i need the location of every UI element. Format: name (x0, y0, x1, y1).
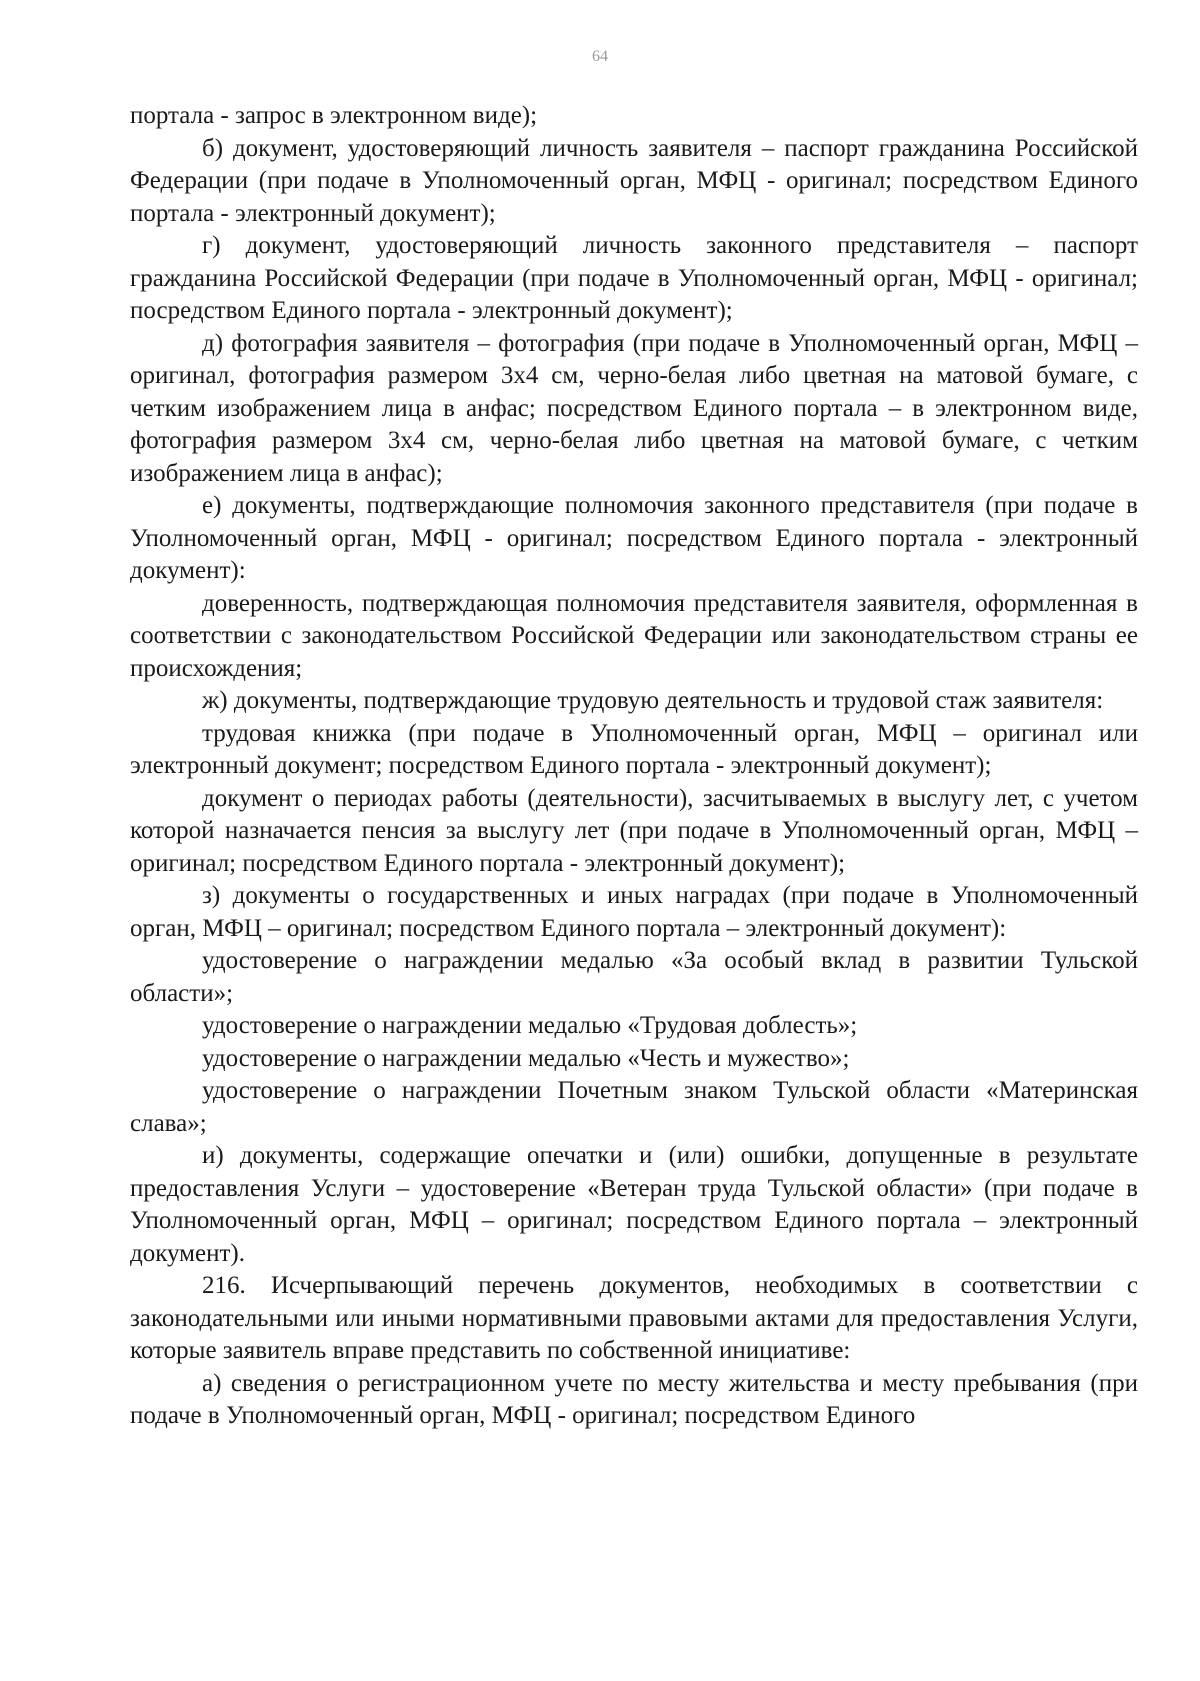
paragraph-work-book: трудовая книжка (при подаче в Уполномоченный орган, МФЦ – оригинал или электронный документ; посредством Единого портала - электронный документ); (130, 719, 1138, 779)
paragraph-award-honor-courage: удостоверение о награждении медалью «Честь и мужество»; (202, 1044, 850, 1072)
paragraph-item-b: б) документ, удостоверяющий личность заявителя – паспорт гражданина Российской Федерации (при подаче в Уполномоченный орган, МФЦ - оригинал; посредством Единого портала - электронный документ); (130, 134, 1138, 227)
paragraph-item-g: г) документ, удостоверяющий личность законного представителя – паспорт гражданина Российской Федерации (при подаче в Уполномоченный орган, МФЦ - оригинал; посредством Единого портала - электронный документ); (130, 232, 1138, 324)
paragraph-item-z: з) документы о государственных и иных наградах (при подаче в Уполномоченный орган, МФЦ – оригинал; посредством Единого портала – электронный документ): (130, 882, 1138, 942)
paragraph-award-special-contribution: удостоверение о награждении медалью «За особый вклад в развитии Тульской области»; (130, 947, 1138, 1007)
paragraph-award-labor-valor: удостоверение о награждении медалью «Трудовая доблесть»; (202, 1012, 858, 1039)
paragraph-item-i: и) документы, содержащие опечатки и (или) ошибки, допущенные в результате предоставления Услуги – удостоверение «Ветеран труда Тульской области» (при подаче в Уполномоченный орган, МФЦ – оригинал; посредством Единого портала – электронный документ). (130, 1142, 1138, 1267)
paragraph-item-a: а) сведения о регистрационном учете по месту жительства и месту пребывания (при подаче в Уполномоченный орган, МФЦ - оригинал; посредством Единого (130, 1369, 1138, 1429)
paragraph-work-periods: документ о периодах работы (деятельности), засчитываемых в выслугу лет, с учетом которой назначается пенсия за выслугу лет (при подаче в Уполномоченный орган, МФЦ – оригинал; посредством Единого портала - электронный документ); (130, 784, 1138, 877)
paragraph-item-d: д) фотография заявителя – фотография (при подаче в Уполномоченный орган, МФЦ – оригинал, фотография размером 3х4 см, черно-белая либо цветная на матовой бумаге, с четким изображением лица в анфас; посредством Единого портала – в электронном виде, фотография размером 3х4 см, черно-белая либо цветная на матовой бумаге, с четким изображением лица в анфас); (130, 329, 1138, 487)
paragraph-continuation: портала - запрос в электронном виде); (130, 102, 538, 129)
document-body (130, 100, 1138, 1433)
paragraph-item-zh: ж) документы, подтверждающие трудовую деятельность и трудовой стаж заявителя: (202, 687, 1104, 714)
paragraph-item-e: е) документы, подтверждающие полномочия законного представителя (при подаче в Уполномоченный орган, МФЦ - оригинал; посредством Единого портала - электронный документ): (130, 492, 1138, 584)
paragraph-award-mother-glory: удостоверение о награждении Почетным знаком Тульской области «Материнская слава»; (130, 1077, 1138, 1137)
paragraph-216: 216. Исчерпывающий перечень документов, необходимых в соответствии с законодательными или иными нормативными правовыми актами для предоставления Услуги, которые заявитель вправе представить по собственной инициативе: (130, 1272, 1138, 1364)
page-number: 64 (592, 48, 608, 65)
paragraph-power-of-attorney: доверенность, подтверждающая полномочия представителя заявителя, оформленная в соответствии с законодательством Российской Федерации или законодательством страны ее происхождения; (130, 589, 1138, 682)
